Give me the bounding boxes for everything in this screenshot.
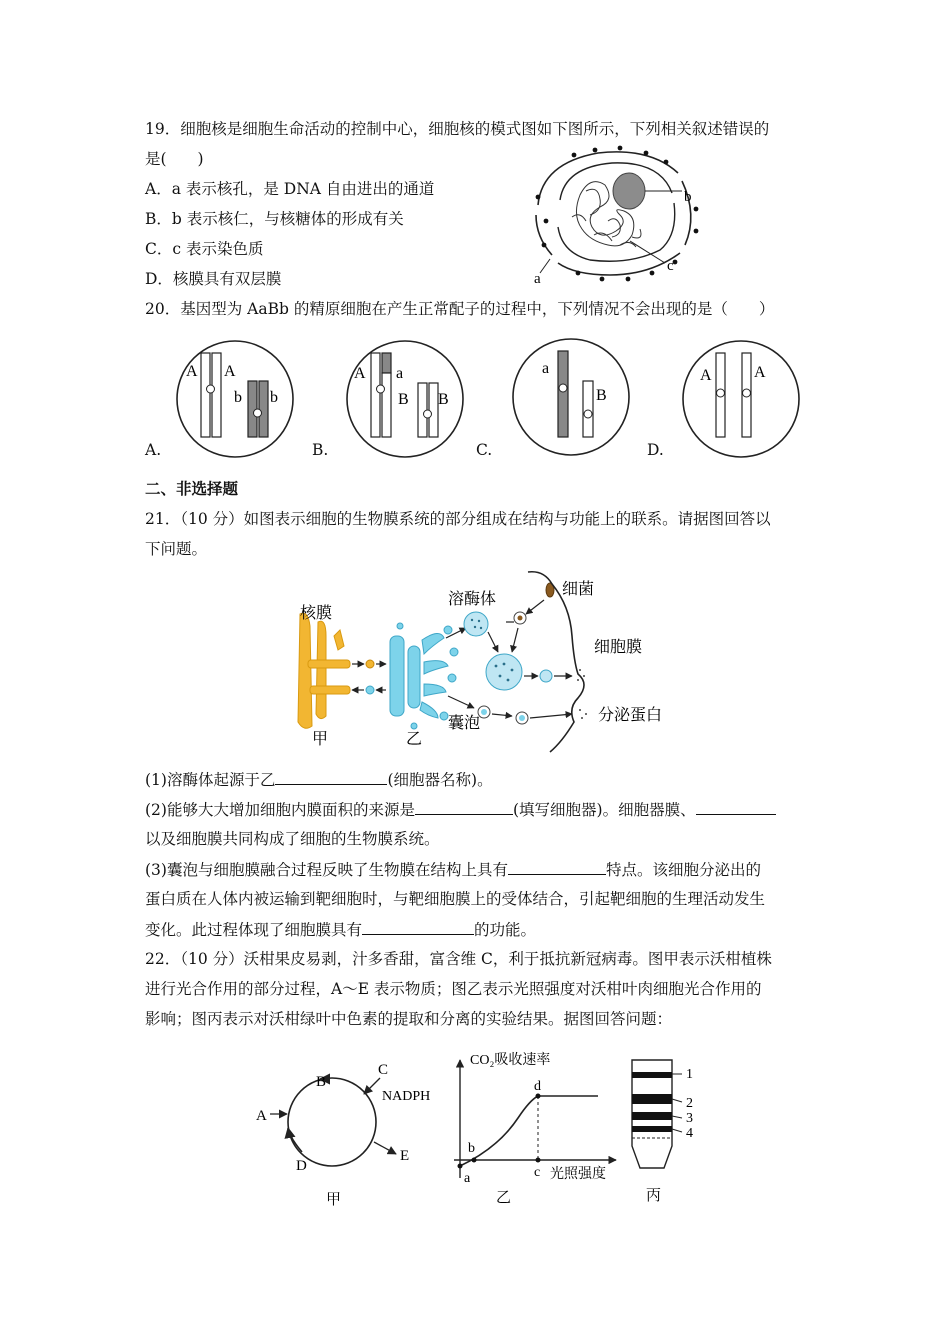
gene-label: B	[596, 387, 607, 404]
label-E: E	[400, 1148, 410, 1164]
q21-p3-text4: 的功能。	[474, 921, 537, 939]
y-axis-label: CO₂吸收速率	[470, 1053, 551, 1068]
point-d: d	[534, 1079, 541, 1094]
point-c: c	[534, 1165, 541, 1180]
label-B: B	[316, 1074, 327, 1090]
gene-label: b	[234, 389, 242, 406]
answer-blank[interactable]	[508, 858, 606, 875]
q21-p1-text: (1)溶酶体起源于乙	[145, 771, 276, 789]
cell-b-diagram	[342, 338, 468, 460]
gene-label: A	[186, 363, 198, 380]
gene-label: B	[398, 391, 409, 408]
q20-option-d-label: D.	[647, 441, 664, 459]
section-title: 二、非选择题	[145, 479, 239, 498]
q19-option-d: D．核膜具有双层膜	[145, 270, 282, 288]
q20-option-a-label: A.	[145, 441, 162, 459]
label-b: b	[684, 189, 692, 205]
q21-p3-text2: 特点。该细胞分泌出的	[605, 861, 761, 879]
answer-blank[interactable]	[275, 768, 387, 785]
q21-part3-end	[145, 918, 536, 941]
figure-yi-curve	[438, 1048, 628, 1208]
q22-stem-line1: 22．（10 分）沃柑果皮易剥，汁多香甜，富含维 C，利于抵抗新冠病毒。图甲表示沃柑植株	[145, 950, 772, 968]
answer-blank[interactable]	[696, 798, 776, 815]
q21-p2-text: (2)能够大大增加细胞内膜面积的来源是	[145, 801, 415, 819]
label-yi: 乙	[406, 731, 423, 748]
label-A: A	[256, 1108, 267, 1124]
q22-stem-line2: 进行光合作用的部分过程，A～E 表示物质；图乙表示光照强度对沃柑叶肉细胞光合作用的	[145, 980, 762, 998]
label-nadph: NADPH	[382, 1089, 431, 1104]
q21-part1	[145, 768, 493, 791]
figure-jia-cycle	[250, 1058, 440, 1208]
q21-p2-text2: (填写细胞器)。细胞器膜、	[512, 801, 696, 819]
q21-stem-line1: 21．（10 分）如图表示细胞的生物膜系统的部分组成在结构与功能上的联系。请据图回答以	[145, 510, 771, 528]
q21-part3	[145, 858, 761, 881]
label-C: C	[378, 1062, 389, 1078]
nucleus-diagram	[520, 145, 710, 287]
label-D: D	[296, 1158, 307, 1174]
band-label: 1	[686, 1067, 693, 1082]
figure-bing-chromatography	[620, 1056, 730, 1206]
caption-jia: 甲	[326, 1192, 342, 1208]
label-secreted-protein: 分泌蛋白	[598, 707, 663, 724]
q21-p3-text: (3)囊泡与细胞膜融合过程反映了生物膜在结构上具有	[145, 861, 508, 879]
label-nuclear-membrane: 核膜	[300, 605, 333, 622]
label-bacteria: 细菌	[562, 581, 595, 598]
band-label: 2	[686, 1096, 693, 1111]
q19-stem-line1: 19．细胞核是细胞生命活动的控制中心，细胞核的模式图如下图所示，下列相关叙述错误的	[145, 120, 770, 138]
q19-stem-line2: 是( )	[145, 150, 204, 168]
label-lysosome: 溶酶体	[448, 591, 497, 608]
gene-label: A	[224, 363, 236, 380]
q20-option-c-label: C.	[476, 441, 493, 459]
point-a: a	[464, 1171, 471, 1186]
gene-label: a	[396, 365, 404, 382]
q20-stem: 20．基因型为 AaBb 的精原细胞在产生正常配子的过程中，下列情况不会出现的是（ ）	[145, 300, 775, 318]
answer-blank[interactable]	[415, 798, 513, 815]
gene-label: A	[754, 364, 766, 381]
q21-part2	[145, 798, 776, 821]
q21-part3-cont: 蛋白质在人体内被运输到靶细胞时，与靶细胞膜上的受体结合，引起靶细胞的生理活动发生	[145, 890, 766, 908]
label-a: a	[534, 271, 541, 287]
cell-c-diagram	[508, 336, 634, 458]
label-vesicle: 囊泡	[448, 715, 481, 732]
gene-label: A	[700, 367, 712, 384]
q21-stem-line2: 下问题。	[145, 540, 208, 558]
label-jia: 甲	[312, 731, 329, 748]
q22-stem-line3: 影响；图丙表示对沃柑绿叶中色素的提取和分离的实验结果。据图回答问题：	[145, 1010, 673, 1028]
q19-option-a: A．a 表示核孔，是 DNA 自由进出的通道	[145, 180, 435, 198]
band-label: 3	[686, 1111, 693, 1126]
band-label: 4	[686, 1126, 693, 1141]
q21-p1-text2: (细胞器名称)。	[387, 771, 493, 789]
q19-option-b: B．b 表示核仁，与核糖体的形成有关	[145, 210, 404, 228]
label-cell-membrane: 细胞膜	[594, 639, 643, 656]
gene-label: B	[438, 391, 449, 408]
caption-bing: 丙	[646, 1188, 662, 1204]
gene-label: A	[354, 365, 366, 382]
membrane-system-diagram	[282, 566, 682, 754]
gene-label: a	[542, 360, 550, 377]
cell-d-diagram	[678, 338, 804, 460]
answer-blank[interactable]	[362, 918, 474, 935]
x-axis-label: 光照强度	[550, 1167, 606, 1182]
gene-label: b	[270, 389, 278, 406]
q20-option-b-label: B.	[312, 441, 329, 459]
q21-p3-text3: 变化。此过程体现了细胞膜具有	[145, 921, 363, 939]
point-b: b	[468, 1141, 475, 1156]
q21-part2-cont: 以及细胞膜共同构成了细胞的生物膜系统。	[145, 830, 440, 848]
cell-a-diagram	[172, 338, 298, 460]
q19-option-c: C．c 表示染色质	[145, 240, 264, 258]
label-c: c	[667, 258, 674, 274]
caption-yi: 乙	[496, 1190, 512, 1206]
